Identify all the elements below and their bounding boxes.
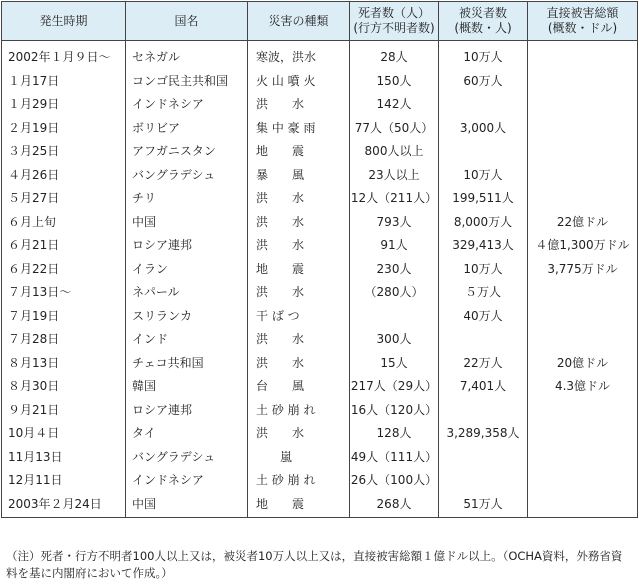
cell-date: ６月21日	[2, 233, 126, 257]
cell-type: 寒波，洪水	[248, 41, 350, 69]
cell-damage	[528, 280, 638, 304]
cell-date: ８月30日	[2, 374, 126, 398]
cell-deaths: 12人（211人）	[350, 186, 439, 210]
header-deaths: 死者数（人） (行方不明者数)	[350, 2, 439, 41]
cell-date: ４月26日	[2, 163, 126, 187]
cell-deaths: 16人（120人）	[350, 398, 439, 422]
cell-type: 干 ば つ	[248, 304, 350, 328]
cell-deaths: （280人）	[350, 280, 439, 304]
cell-type: 火 山 噴 火	[248, 69, 350, 93]
header-country: 国名	[126, 2, 248, 41]
cell-date: 12月11日	[2, 468, 126, 492]
cell-type: 洪 水	[248, 92, 350, 116]
cell-damage	[528, 41, 638, 69]
cell-deaths: 800人以上	[350, 139, 439, 163]
cell-country: インドネシア	[126, 468, 248, 492]
table-row	[2, 116, 638, 140]
cell-country: バングラデシュ	[126, 163, 248, 187]
cell-type: 地 震	[248, 257, 350, 281]
table-row	[2, 468, 638, 492]
cell-date: ５月27日	[2, 186, 126, 210]
cell-deaths: 28人	[350, 41, 439, 69]
cell-damage	[528, 398, 638, 422]
header-damage: 直接被害総額 (概数・ドル)	[528, 2, 638, 41]
table-row	[2, 445, 638, 469]
cell-country: ロシア連邦	[126, 233, 248, 257]
table-row	[2, 186, 638, 210]
cell-date: 11月13日	[2, 445, 126, 469]
cell-type: 集 中 豪 雨	[248, 116, 350, 140]
cell-date: ３月25日	[2, 139, 126, 163]
table-row	[2, 139, 638, 163]
table-row	[2, 41, 638, 69]
cell-country: アフガニスタン	[126, 139, 248, 163]
cell-deaths: 793人	[350, 210, 439, 234]
cell-country: 韓国	[126, 374, 248, 398]
table-row	[2, 69, 638, 93]
cell-date: ７月19日	[2, 304, 126, 328]
header-row	[2, 2, 638, 41]
cell-date: ２月19日	[2, 116, 126, 140]
cell-victims: 60万人	[439, 69, 528, 93]
cell-damage	[528, 445, 638, 469]
cell-date: ９月21日	[2, 398, 126, 422]
table-row	[2, 351, 638, 375]
cell-victims: 3,289,358人	[439, 421, 528, 445]
cell-type: 暴 風	[248, 163, 350, 187]
cell-victims: 3,000人	[439, 116, 528, 140]
cell-victims: 10万人	[439, 163, 528, 187]
cell-country: バングラデシュ	[126, 445, 248, 469]
cell-date: 2002年１月９日～	[2, 41, 126, 69]
cell-victims: ５万人	[439, 280, 528, 304]
cell-damage: 22億ドル	[528, 210, 638, 234]
cell-damage	[528, 116, 638, 140]
disaster-table	[1, 1, 638, 518]
cell-deaths: 217人（29人）	[350, 374, 439, 398]
cell-country: スリランカ	[126, 304, 248, 328]
table-row	[2, 92, 638, 116]
cell-damage	[528, 304, 638, 328]
cell-country: ネパール	[126, 280, 248, 304]
cell-date: ６月上旬	[2, 210, 126, 234]
cell-deaths: 26人（100人）	[350, 468, 439, 492]
cell-deaths: 49人（111人）	[350, 445, 439, 469]
cell-type: 土 砂 崩 れ	[248, 468, 350, 492]
cell-date: ６月22日	[2, 257, 126, 281]
cell-country: ボリビア	[126, 116, 248, 140]
cell-type: 土 砂 崩 れ	[248, 398, 350, 422]
table-row	[2, 280, 638, 304]
cell-country: チリ	[126, 186, 248, 210]
cell-type: 嵐	[248, 445, 350, 469]
cell-victims: 22万人	[439, 351, 528, 375]
header-type: 災害の種類	[248, 2, 350, 41]
cell-victims: 40万人	[439, 304, 528, 328]
table-row	[2, 421, 638, 445]
header-date: 発生時期	[2, 2, 126, 41]
cell-date: ７月13日～	[2, 280, 126, 304]
cell-country: タイ	[126, 421, 248, 445]
cell-country: 中国	[126, 210, 248, 234]
footnote: （注）死者・行方不明者100人以上又は，被災者10万人以上又は，直接被害総額１億ドル以上。（OCHA資料，外務省資料を基に内閣府において作成。）	[6, 549, 623, 580]
cell-type: 洪 水	[248, 210, 350, 234]
cell-deaths: 91人	[350, 233, 439, 257]
cell-deaths: 128人	[350, 421, 439, 445]
cell-country: イラン	[126, 257, 248, 281]
cell-type: 地 震	[248, 492, 350, 518]
table-row	[2, 398, 638, 422]
cell-type: 地 震	[248, 139, 350, 163]
cell-damage	[528, 468, 638, 492]
cell-country: インド	[126, 327, 248, 351]
cell-type: 洪 水	[248, 327, 350, 351]
cell-damage: 3,775万ドル	[528, 257, 638, 281]
cell-victims	[439, 327, 528, 351]
cell-deaths: 150人	[350, 69, 439, 93]
cell-damage	[528, 492, 638, 518]
cell-date: 2003年２月24日	[2, 492, 126, 518]
cell-type: 洪 水	[248, 186, 350, 210]
cell-deaths: 23人以上	[350, 163, 439, 187]
cell-damage	[528, 92, 638, 116]
table-row	[2, 327, 638, 351]
cell-victims: 7,401人	[439, 374, 528, 398]
cell-date: １月29日	[2, 92, 126, 116]
cell-country: 中国	[126, 492, 248, 518]
cell-country: ロシア連邦	[126, 398, 248, 422]
table-row	[2, 304, 638, 328]
table-row	[2, 257, 638, 281]
table-row	[2, 492, 638, 518]
cell-type: 台 風	[248, 374, 350, 398]
cell-type: 洪 水	[248, 280, 350, 304]
cell-victims: 329,413人	[439, 233, 528, 257]
table-row	[2, 374, 638, 398]
cell-type: 洪 水	[248, 233, 350, 257]
cell-country: チェコ共和国	[126, 351, 248, 375]
cell-date: １月17日	[2, 69, 126, 93]
cell-deaths: 77人（50人）	[350, 116, 439, 140]
cell-damage: 4.3億ドル	[528, 374, 638, 398]
cell-damage	[528, 327, 638, 351]
cell-deaths: 268人	[350, 492, 439, 518]
cell-victims	[439, 92, 528, 116]
cell-victims: 199,511人	[439, 186, 528, 210]
cell-damage	[528, 69, 638, 93]
cell-deaths	[350, 304, 439, 328]
cell-victims: 10万人	[439, 257, 528, 281]
table-row	[2, 163, 638, 187]
cell-damage: ４億1,300万ドル	[528, 233, 638, 257]
cell-country: セネガル	[126, 41, 248, 69]
cell-deaths: 142人	[350, 92, 439, 116]
cell-damage	[528, 163, 638, 187]
cell-type: 洪 水	[248, 351, 350, 375]
cell-victims: 51万人	[439, 492, 528, 518]
cell-victims	[439, 468, 528, 492]
cell-date: ８月13日	[2, 351, 126, 375]
cell-victims: 10万人	[439, 41, 528, 69]
cell-deaths: 230人	[350, 257, 439, 281]
cell-victims	[439, 445, 528, 469]
cell-damage	[528, 139, 638, 163]
header-victims: 被災者数 (概数・人)	[439, 2, 528, 41]
cell-victims	[439, 139, 528, 163]
cell-deaths: 15人	[350, 351, 439, 375]
table-row	[2, 233, 638, 257]
cell-country: インドネシア	[126, 92, 248, 116]
cell-victims: 8,000万人	[439, 210, 528, 234]
cell-type: 洪 水	[248, 421, 350, 445]
table-row	[2, 210, 638, 234]
cell-damage: 20億ドル	[528, 351, 638, 375]
cell-damage	[528, 186, 638, 210]
cell-date: 10月４日	[2, 421, 126, 445]
cell-victims	[439, 398, 528, 422]
cell-country: コンゴ民主共和国	[126, 69, 248, 93]
cell-date: ７月28日	[2, 327, 126, 351]
cell-deaths: 300人	[350, 327, 439, 351]
cell-damage	[528, 421, 638, 445]
